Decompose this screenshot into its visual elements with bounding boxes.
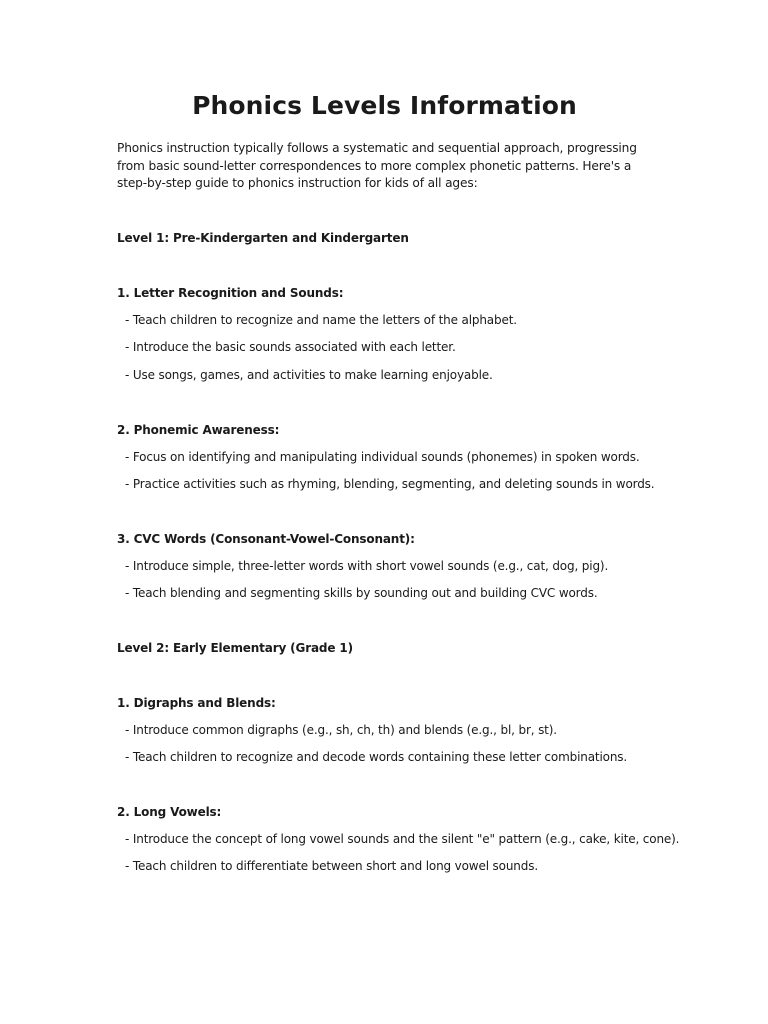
section-heading-phonemic-awareness: 2. Phonemic Awareness:	[117, 423, 280, 437]
list-item: - Teach children to differentiate between short and long vowel sounds.	[125, 859, 538, 873]
list-item: - Introduce the concept of long vowel sounds and the silent "e" pattern (e.g., cake, kite, cone).	[125, 832, 680, 846]
list-item: - Practice activities such as rhyming, blending, segmenting, and deleting sounds in words.	[125, 477, 655, 491]
section-heading-digraphs: 1. Digraphs and Blends:	[117, 696, 276, 710]
list-item: - Introduce the basic sounds associated with each letter.	[125, 340, 456, 354]
document-page	[117, 88, 680, 873]
list-item: - Teach children to recognize and decode words containing these letter combinations.	[125, 750, 628, 764]
list-item: - Teach children to recognize and name the letters of the alphabet.	[125, 313, 517, 327]
list-item: - Introduce common digraphs (e.g., sh, ch, th) and blends (e.g., bl, br, st).	[125, 723, 557, 737]
list-item: - Focus on identifying and manipulating individual sounds (phonemes) in spoken words.	[125, 450, 640, 464]
intro-paragraph: Phonics instruction typically follows a systematic and sequential approach, progressing from basic sound-letter correspondences to more complex phonetic patterns. Here's a step-by-step guide to phonics instruction for kids of all ages:	[117, 141, 637, 190]
section-heading-cvc-words: 3. CVC Words (Consonant-Vowel-Consonant):	[117, 532, 415, 546]
document-title: Phonics Levels Information	[192, 91, 577, 120]
level-1-heading: Level 1: Pre-Kindergarten and Kindergarten	[117, 231, 409, 245]
section-heading-long-vowels: 2. Long Vowels:	[117, 805, 222, 819]
level-2-heading: Level 2: Early Elementary (Grade 1)	[117, 641, 353, 655]
list-item: - Use songs, games, and activities to make learning enjoyable.	[125, 368, 493, 382]
list-item: - Teach blending and segmenting skills by sounding out and building CVC words.	[125, 586, 598, 600]
section-heading-letter-recognition: 1. Letter Recognition and Sounds:	[117, 286, 344, 300]
list-item: - Introduce simple, three-letter words with short vowel sounds (e.g., cat, dog, pig).	[125, 559, 609, 573]
